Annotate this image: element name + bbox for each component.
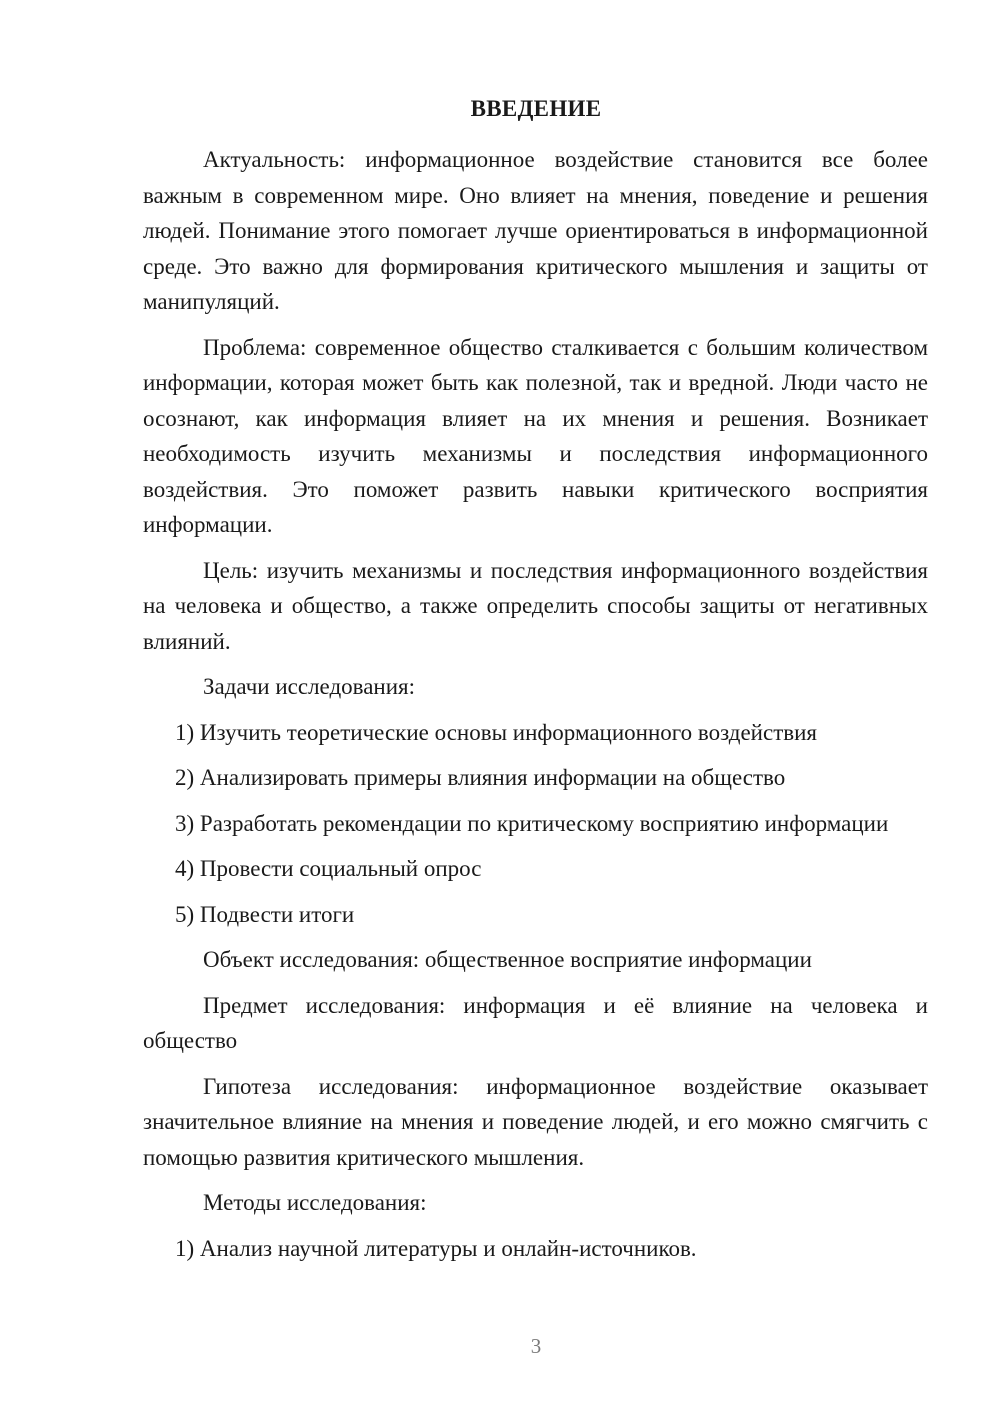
hypothesis-paragraph: Гипотеза исследования: информационное воздействие оказывает значительное влияние на мнения и поведение людей, и его можно смягчить с помощью развития критического мышления. xyxy=(143,1073,928,1170)
object-paragraph: Объект исследования: общественное восприятие информации xyxy=(203,947,812,972)
page-title: ВВЕДЕНИЕ xyxy=(470,96,602,121)
goal-paragraph: Цель: изучить механизмы и последствия информационного воздействия на человека и общество, а также определить способы защиты от негативных влияний. xyxy=(143,557,928,654)
task-item: 3) Разработать рекомендации по критическому восприятию информации xyxy=(175,810,889,836)
task-item: 2) Анализировать примеры влияния информации на общество xyxy=(175,765,786,790)
method-item: 1) Анализ научной литературы и онлайн-источников. xyxy=(175,1235,697,1261)
task-item: 4) Провести социальный опрос xyxy=(175,856,482,881)
problem-paragraph: Проблема: современное общество сталкивается с большим количеством информации, которая может быть как полезной, так и вредной. Люди часто не осознают, как информация влияет на их мнения и решения. Возникает необходимость изучить механизмы и последствия информационного воздействия. Это поможет развить навыки критического восприятия информации. xyxy=(143,334,928,537)
subject-paragraph: Предмет исследования: информация и её влияние на человека и общество xyxy=(143,992,928,1053)
relevance-paragraph: Актуальность: информационное воздействие становится все более важным в современном мире. Оно влияет на мнения, поведение и решения людей. Понимание этого помогает лучше ориентироваться в информационной среде. Это важно для формирования критического мышления и защиты от манипуляций. xyxy=(143,147,928,314)
page-number: 3 xyxy=(530,1334,542,1358)
methods-heading: Методы исследования: xyxy=(203,1190,427,1215)
task-item: 5) Подвести итоги xyxy=(175,901,355,927)
tasks-heading: Задачи исследования: xyxy=(203,674,416,699)
task-item: 1) Изучить теоретические основы информационного воздействия xyxy=(175,719,817,745)
document-body xyxy=(143,142,928,1276)
